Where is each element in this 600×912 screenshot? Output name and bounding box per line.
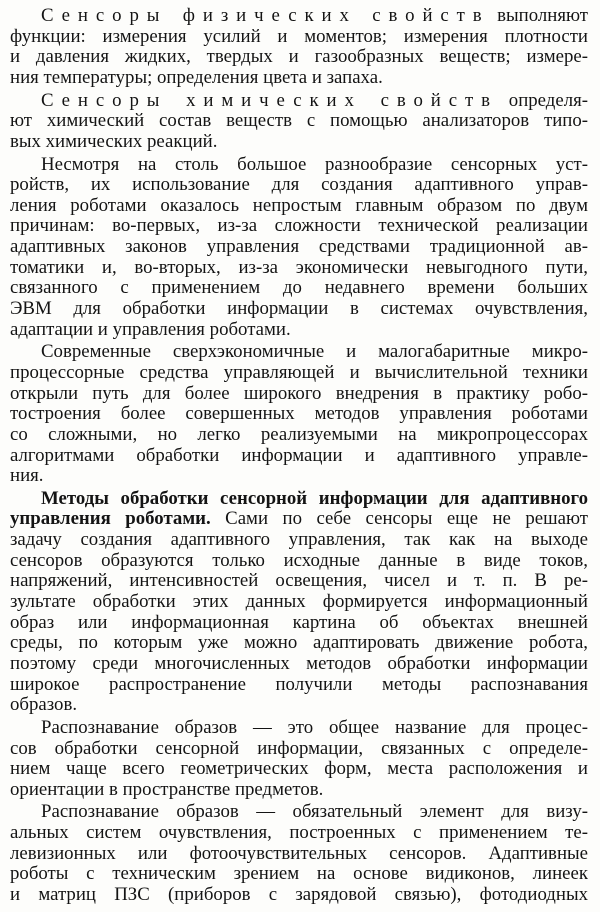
text-line: сов обработки сенсорной информации, связанных с определе- [10, 739, 588, 759]
text-line: Распознавание образов — это общее название для процес- [41, 718, 588, 738]
text-line: среды, по которым уже можно адаптировать движение робота, [10, 633, 588, 653]
text-line: зультате обработки этих данных формируется информационный [10, 592, 588, 612]
text-line: процессорные средства управляющей и вычислительной техники [10, 363, 588, 383]
text-line: функции: измерения усилий и моментов; измерения плотности [10, 27, 588, 47]
text-line: причинам: во-первых, из-за сложности технической реализации [10, 216, 588, 236]
spaced-term: Сенсоры физических свойств [41, 6, 490, 26]
text-line: адаптивных законов управления средствами традиционной ав- [10, 237, 588, 257]
section-heading: Методы обработки сенсорной информации для адаптивного [41, 489, 588, 509]
text-line: Современные сверхэкономичные и малогабаритные микро- [41, 342, 588, 362]
text-line: ориентации в пространстве предметов. [10, 780, 324, 800]
text-line: задачу создания адаптивного управления, так как на выходе [10, 530, 588, 550]
text-line: левизионных или фотоочувствительных сенсоров. Адаптивные [10, 844, 588, 864]
text-line: вых химических реакций. [10, 132, 218, 152]
text-line: Сенсоры физических свойств выполняют [41, 6, 588, 26]
text-line: Сенсоры химических свойств определя- [41, 91, 588, 111]
text-line: адаптации и управления роботами. [10, 320, 291, 340]
text-line: со сложными, но легко реализуемыми на микропроцессорах [10, 425, 588, 445]
text-line: и матриц ПЗС (приборов с зарядовой связью), фотодиодных [10, 885, 588, 905]
text-line: образов. [10, 695, 78, 715]
text-line: ройств, их использование для создания адаптивного управ- [10, 175, 588, 195]
text-line: роботы с техническим зрением на основе видиконов, линеек [10, 864, 588, 884]
text-line: нием чаще всего геометрических форм, места расположения и [10, 759, 588, 779]
text-line: сенсоров образуются только исходные данные в виде токов, [10, 551, 588, 571]
text-line: Несмотря на столь большое разнообразие сенсорных уст- [41, 155, 588, 175]
section-heading: управления роботами. [10, 509, 211, 529]
spaced-term: Сенсоры химических свойств [41, 91, 498, 111]
text-line: ния. [10, 466, 44, 486]
text-line: связанного с применением до недавнего времени больших [10, 278, 588, 298]
text-line: поэтому среди многочисленных методов обработки информации [10, 654, 588, 674]
text-line: ЭВМ для обработки информации в системах очувствления, [10, 299, 588, 319]
text-line: ют химический состав веществ с помощью анализаторов типо- [10, 111, 588, 131]
text-line: управления роботами. Сами по себе сенсоры еще не решают [10, 509, 588, 529]
text-line: тостроения более совершенных методов управления роботами [10, 404, 588, 424]
text-line: Распознавание образов — обязательный элемент для визу- [41, 802, 588, 822]
text-line: напряжений, интенсивностей освещения, чисел и т. п. В ре- [10, 571, 588, 591]
text-line: образ или информационная картина об объектах внешней [10, 613, 588, 633]
text-line: ления роботами оказалось непростым главным образом по двум [10, 196, 588, 216]
text-line: широкое распространение получили методы распознавания [10, 675, 588, 695]
text-line: ния температуры; определения цвета и запаха. [10, 68, 383, 88]
text-line: альных систем очувствления, построенных с применением те- [10, 823, 588, 843]
text-line: томатики и, во-вторых, из-за экономически невыгодного пути, [10, 258, 588, 278]
text-line: и давления жидких, твердых и газообразных веществ; измере- [10, 47, 588, 67]
text-line: алгоритмами обработки информации и адаптивного управле- [10, 446, 588, 466]
text-line: открыли путь для более широкого внедрения в практику робо- [10, 384, 588, 404]
